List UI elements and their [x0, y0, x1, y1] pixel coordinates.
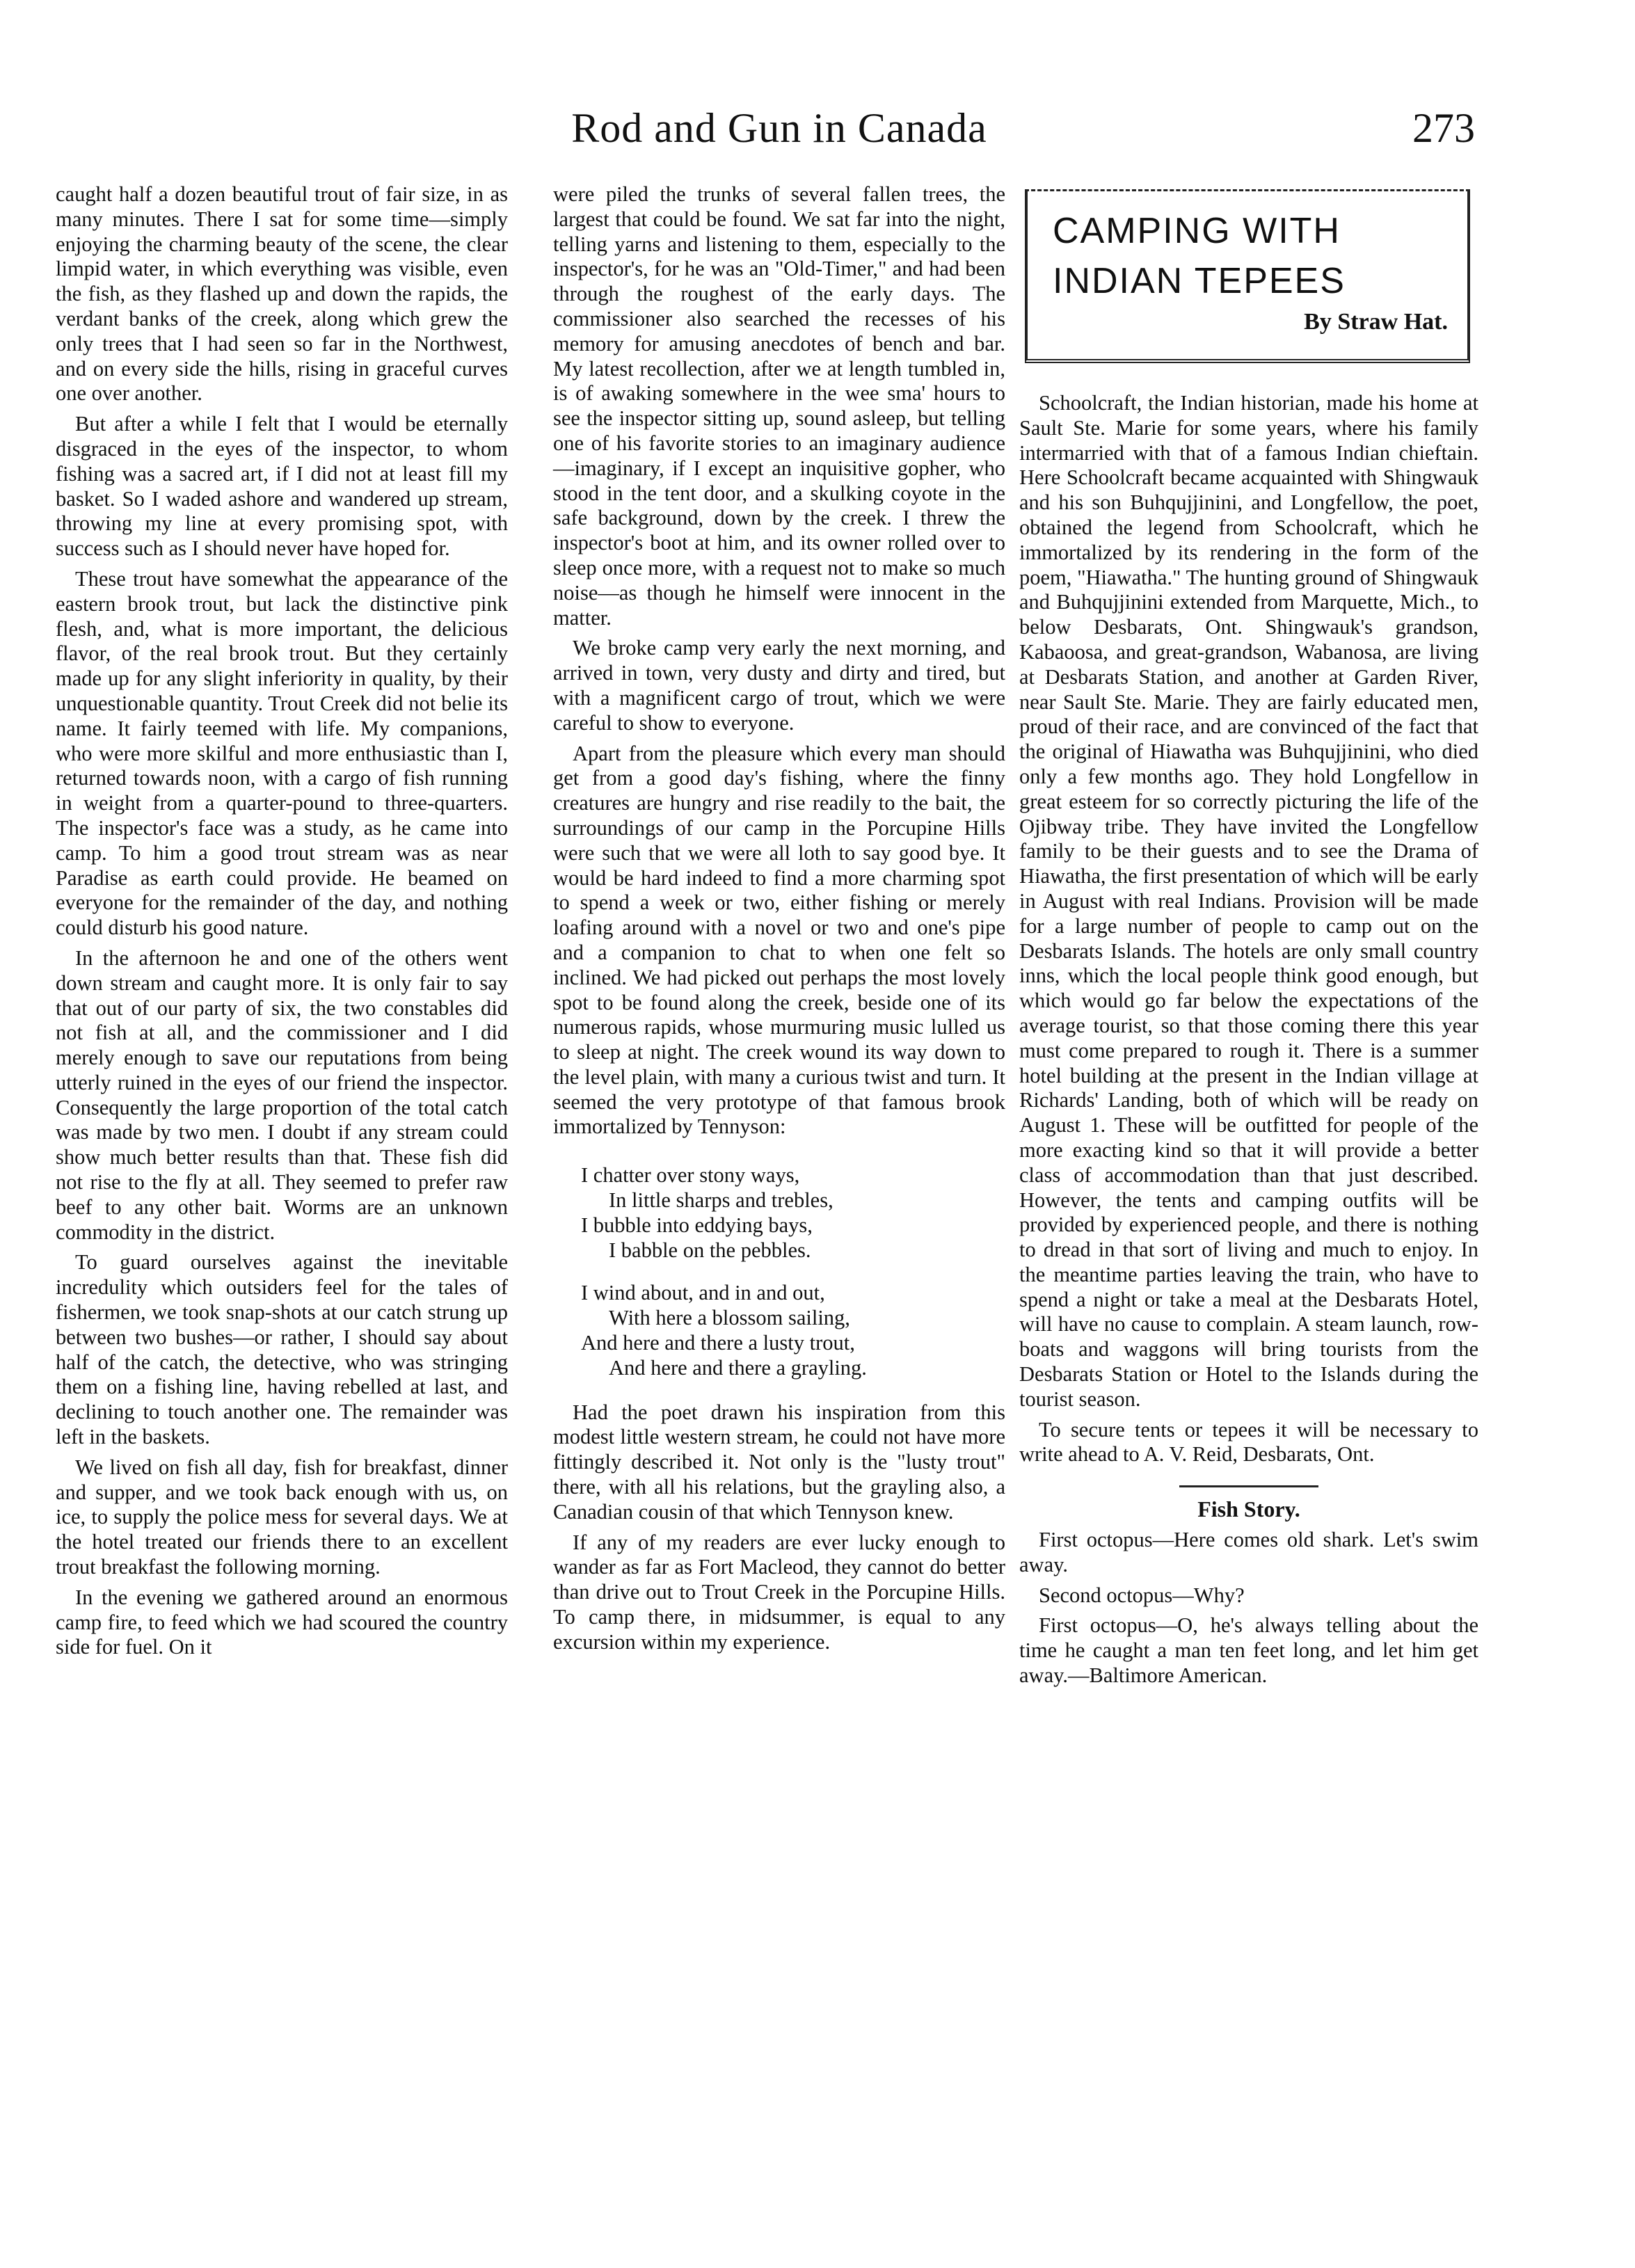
paragraph: caught half a dozen beautiful trout of fair size, in as many minutes. There I sat for some time—simply enjoying the charming beauty of the scene, the clear limpid water, in which everything was visible, even the fish, as they flashed up and down the rapids, the verdant banks of the creek, along which grew the only trees that I had seen so far in the Northwest, and on every side the hills, rising in graceful curves one over another.	[56, 182, 508, 406]
section-heading: Fish Story.	[1197, 1496, 1300, 1522]
paragraph: First octopus—O, he's always telling about the time he caught a man ten feet long, and let him get away.—Baltimore American.	[1019, 1613, 1478, 1688]
paragraph: were piled the trunks of several fallen trees, the largest that could be found. We sat far into the night, telling yarns and listening to them, especially to the inspector's, for he was an "Old-Timer," and had been through the roughest of the early days. The commissioner also searched the recesses of his memory for amusing anecdotes of bench and bar. My latest recollection, after we at length tumbled in, is of awaking somewhere in the wee sma' hours to see the inspector sitting up, sound asleep, but telling one of his favorite stories to an imaginary audience—imaginary, if I except an inquisitive gopher, who stood in the tent door, and a skulking coyote in the safe background, down by the creek. I threw the inspector's boot at him, and its owner rolled over to sleep once more, with a request not to make so much noise—as though he himself were innocent in the matter.	[553, 182, 1005, 630]
byline: By Straw Hat.	[1304, 309, 1448, 335]
poem-stanza	[581, 1281, 1005, 1380]
paragraph: First octopus—Here comes old shark. Let's swim away.	[1019, 1528, 1478, 1576]
poem	[581, 1163, 1005, 1380]
paragraph: Schoolcraft, the Indian historian, made his home at Sault Ste. Marie for some years, where his family intermarried with that of a famous Indian chieftain. Here Schoolcraft became acquainted with Shingwauk and his son Buhqujjinini, and Longfellow, the poet, obtained the legend from Schoolcraft, which he immortalized by its rendering in the form of the poem, "Hiawatha." The hunting ground of Shingwauk and Buhqujjinini extended from Marquette, Mich., to below Desbarats, Ont. Shingwauk's grandson, Kabaoosa, and great-grandson, Wabanosa, are living at Desbarats Station, and another at Garden River, near Sault Ste. Marie. They are fairly educated men, proud of their race, and are convinced of the fact that the original of Hiawatha was Buhqujjinini, who died only a few months ago. They hold Longfellow in great esteem for so correctly picturing the life of the Ojibway tribe. They have invited the Longfellow family to be their guests and to see the Drama of Hiawatha, the first presentation of which will be early in August with real Indians. Provision will be made for a large number of people to camp out on the Desbarats Islands. The hotels are only small country inns, which the local people think good enough, but which would go far below the expectations of the average tourist, so that those coming there this year must come prepared to rough it. There is a summer hotel building at the present in the Indian village at Richards' Landing, both of which will be ready on August 1. These will be outfitted for people of the more exacting kind so that it will provide a better class of accommodation than that just described. However, the tents and camping outfits will be provided by experienced people, and there is nothing to dread in that sort of living and much to enjoy. In the meantime parties leaving the train, who have to spend a night or take a meal at the Desbarats Hotel, will have no cause to complain. A steam launch, row-boats and waggons will bring tourists from the Desbarats Station or Hotel to the Islands during the tourist season.	[1019, 391, 1478, 1411]
page-header	[0, 104, 1635, 181]
paragraph: But after a while I felt that I would be eternally disgraced in the eyes of the inspector, to whom fishing was a sacred art, if I did not at least fill my basket. So I waded ashore and wandered up stream, throwing my line at every promising spot, with success such as I should never have hoped for.	[56, 412, 508, 561]
paragraph: These trout have somewhat the appearance of the eastern brook trout, but lack the distinctive pink flesh, and, what is more important, the delicious flavor, of the real brook trout. But they certainly made up for any slight inferiority in quality, by their unquestionable quantity. Trout Creek did not belie its name. It fairly teemed with life. My companions, who were more skilful and more enthusiastic than I, returned towards noon, with a cargo of fish running in weight from a quarter-pound to three-quarters. The inspector's face was a study, as he came into camp. To him a good trout stream was as near Paradise as earth could provide. He beamed on everyone for the remainder of the day, and nothing could disturb his good nature.	[56, 566, 508, 940]
divider	[1179, 1485, 1318, 1487]
poem-stanza	[581, 1163, 1005, 1263]
column-3	[1019, 182, 1478, 1694]
paragraph: Apart from the pleasure which every man should get from a good day's fishing, where the finny creatures are hungry and rise readily to the bait, the surroundings of our camp in the Porcupine Hills were such that we were all loth to say good bye. It would be hard indeed to find a more charming spot to spend a week or two, either fishing or merely loafing around with a novel or two and one's pipe and a companion to chat to when one felt so inclined. We had picked out perhaps the most lovely spot to be found along the creek, beside one of its numerous rapids, whose murmuring music lulled us to sleep at night. The creek wound its way down to the level plain, with many a curious twist and turn. It seemed the very prototype of that famous brook immortalized by Tennyson:	[553, 741, 1005, 1139]
paragraph: If any of my readers are ever lucky enough to wander as far as Fort Macleod, they cannot do better than drive out to Trout Creek in the Porcupine Hills. To camp there, in midsummer, is equal to any excursion within my experience.	[553, 1530, 1005, 1654]
poem-line: I bubble into eddying bays,	[581, 1213, 813, 1237]
running-title: Rod and Gun in Canada	[571, 105, 987, 151]
paragraph: We lived on fish all day, fish for breakfast, dinner and supper, and we took back enough with us, on ice, to supply the police mess for several days. We at the hotel treated our friends there to an excellent trout breakfast the following morning.	[56, 1455, 508, 1579]
poem-line: In little sharps and trebles,	[609, 1188, 834, 1213]
paragraph: In the afternoon he and one of the others went down stream and caught more. It is only fair to say that out of our party of six, the two constables did not fish at all, and the commissioner and I did merely enough to save our reputations from being utterly ruined in the eyes of our friend the inspector. Consequently the large proportion of the total catch was made by two men. I doubt if any stream could show much better results than that. These fish did not rise to the fly at all. They seemed to prefer raw beef to any other bait. Worms are an unknown commodity in the district.	[56, 945, 508, 1244]
article-title-box	[1025, 189, 1470, 363]
paragraph: To secure tents or tepees it will be necessary to write ahead to A. V. Reid, Desbarats, Ont.	[1019, 1417, 1478, 1467]
paragraph: In the evening we gathered around an enormous camp fire, to feed which we had scoured the country side for fuel. On it	[56, 1585, 508, 1659]
poem-line: And here and there a grayling.	[609, 1355, 867, 1380]
poem-line: I chatter over stony ways,	[581, 1163, 800, 1188]
article-title: CAMPING WITH	[1053, 211, 1341, 251]
poem-line: With here a blossom sailing,	[609, 1306, 850, 1330]
column-2	[553, 182, 1005, 1661]
paragraph: To guard ourselves against the inevitable incredulity which outsiders feel for the tales of fishermen, we took snap-shots at our catch strung up between two bushes—or rather, I should say about half of the catch, the detective, who was stringing them on a fishing line, having rebelled at last, and declining to touch another one. The remainder was left in the baskets.	[56, 1250, 508, 1449]
poem-line: And here and there a lusty trout,	[581, 1331, 855, 1355]
article-title: INDIAN TEPEES	[1053, 261, 1346, 301]
column-1	[56, 182, 508, 1666]
page-number: 273	[1412, 105, 1475, 151]
poem-line: I wind about, and in and out,	[581, 1281, 825, 1305]
paragraph: We broke camp very early the next morning, and arrived in town, very dusty and dirty and tired, but with a magnificent cargo of trout, which we were careful to show to everyone.	[553, 636, 1005, 735]
paragraph: Had the poet drawn his inspiration from this modest little western stream, he could not have more fittingly described it. Not only is the "lusty trout" there, with all his relations, but the grayling also, a Canadian cousin of that which Tennyson knew.	[553, 1400, 1005, 1524]
paragraph: Second octopus—Why?	[1039, 1583, 1245, 1607]
poem-line: I babble on the pebbles.	[609, 1238, 811, 1262]
